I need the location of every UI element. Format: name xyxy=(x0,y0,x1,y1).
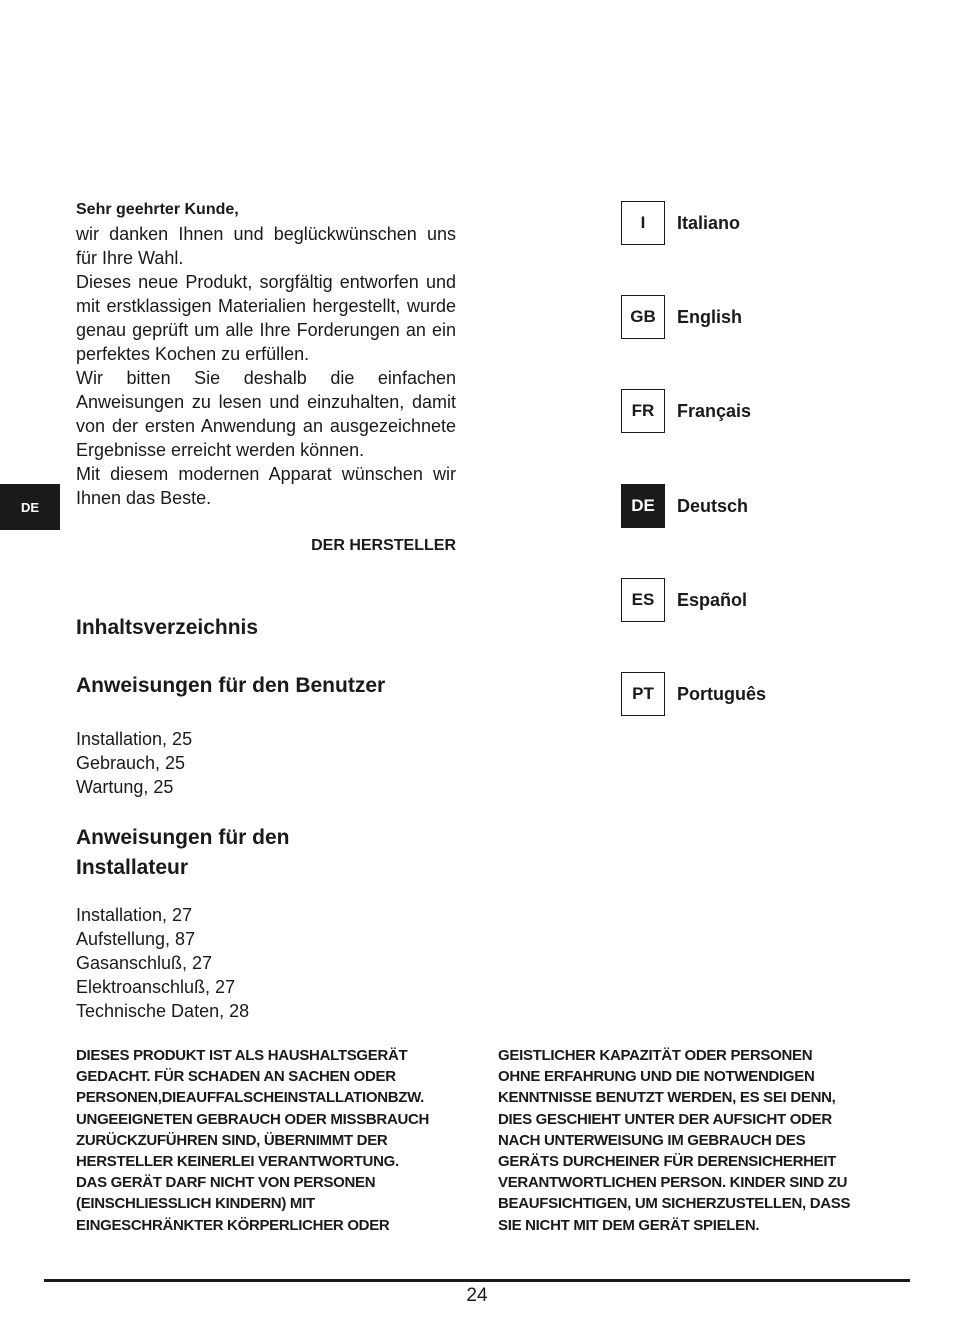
language-name: Português xyxy=(677,683,767,704)
language-name: Français xyxy=(677,400,752,421)
toc-item: Aufstellung, 87 xyxy=(76,929,196,949)
language-entry-italiano[interactable] xyxy=(621,201,740,245)
warning-line: DIESES PRODUKT IST ALS HAUSHALTSGERÄT xyxy=(76,1047,408,1064)
installer-heading-line: Anweisungen für den xyxy=(76,826,290,849)
language-code-box: ES xyxy=(621,578,665,622)
language-name: Italiano xyxy=(677,212,741,233)
intro-paragraph: wir danken Ihnen und beglückwünschen uns für Ihre Wahl. xyxy=(76,224,456,268)
warning-line: VERANTWORTLICHEN PERSON. KINDER SIND ZU xyxy=(498,1174,848,1192)
intro-letter xyxy=(76,198,456,558)
user-instructions-heading: Anweisungen für den Benutzer xyxy=(76,674,386,697)
intro-paragraph: Wir bitten Sie deshalb die einfachen Anweisungen zu lesen und einzuhalten, damit von der ersten Anwendung an ausgezeichnete Ergebnisse erreicht werden können. xyxy=(76,368,456,460)
toc-item: Wartung, 25 xyxy=(76,777,174,797)
language-name: Español xyxy=(677,589,748,610)
warning-line: HERSTELLER KEINERLEI VERANTWORTUNG. xyxy=(76,1153,399,1171)
toc-item: Elektroanschluß, 27 xyxy=(76,977,236,997)
language-code-box: FR xyxy=(621,389,665,433)
warning-line: NACH UNTERWEISUNG IM GEBRAUCH DES xyxy=(498,1131,806,1149)
installer-instructions-heading xyxy=(76,823,456,883)
language-name: English xyxy=(677,306,743,327)
warning-line: KENNTNISSE BENUTZT WERDEN, ES SEI DENN, xyxy=(498,1089,836,1107)
warning-line: GERÄTS DURCHEINER FÜR DERENSICHERHEIT xyxy=(498,1153,837,1171)
toc-title: Inhaltsverzeichnis xyxy=(76,616,259,639)
language-side-tab: DE xyxy=(0,484,60,530)
warning-line: EINGESCHRÄNKTER KÖRPERLICHER ODER xyxy=(76,1216,390,1234)
language-entry-english[interactable] xyxy=(621,295,742,339)
safety-warning-left xyxy=(76,1045,456,1236)
language-entry-francais[interactable] xyxy=(621,389,751,433)
language-name: Deutsch xyxy=(677,495,749,516)
warning-line: DAS GERÄT DARF NICHT VON PERSONEN xyxy=(76,1174,376,1192)
footer-divider xyxy=(44,1279,910,1282)
page-number: 24 xyxy=(466,1285,488,1306)
greeting: Sehr geehrter Kunde, xyxy=(76,201,239,218)
safety-warning-right xyxy=(498,1045,878,1236)
intro-paragraph: Mit diesem modernen Apparat wünschen wir Ihnen das Beste. xyxy=(76,464,456,508)
toc-item: Installation, 25 xyxy=(76,729,193,749)
intro-paragraph: Dieses neue Produkt, sorgfältig entworfen und mit erstklassigen Materialien hergestellt, wurde genau geprüft um alle Ihre Forderungen an ein perfektes Kochen zu erfüllen. xyxy=(76,272,456,364)
language-entry-espanol[interactable] xyxy=(621,578,747,622)
installer-toc-list xyxy=(76,903,249,1023)
warning-line: DIES GESCHIEHT UNTER DER AUFSICHT ODER xyxy=(498,1110,832,1128)
toc-item: Gasanschluß, 27 xyxy=(76,953,213,973)
language-entry-deutsch[interactable] xyxy=(621,484,748,528)
signature: DER HERSTELLER xyxy=(311,537,456,554)
warning-line: GEDACHT. FÜR SCHADEN AN SACHEN ODER xyxy=(76,1068,396,1086)
warning-line: (EINSCHLIESSLICH KINDERN) MIT xyxy=(76,1195,315,1213)
warning-line: UNGEEIGNETEN GEBRAUCH ODER MISSBRAUCH xyxy=(76,1110,430,1128)
language-code-box: I xyxy=(621,201,665,245)
warning-line: GEISTLICHER KAPAZITÄT ODER PERSONEN xyxy=(498,1047,813,1064)
warning-line: ZURÜCKZUFÜHREN SIND, ÜBERNIMMT DER xyxy=(76,1131,388,1149)
user-toc-list xyxy=(76,727,192,799)
warning-line: OHNE ERFAHRUNG UND DIE NOTWENDIGEN xyxy=(498,1068,815,1086)
language-entry-portugues[interactable] xyxy=(621,672,766,716)
installer-heading-line: Installateur xyxy=(76,856,189,879)
language-code-box: PT xyxy=(621,672,665,716)
warning-line: PERSONEN,DIEAUFFALSCHEINSTALLATIONBZW. xyxy=(76,1089,425,1107)
toc-item: Gebrauch, 25 xyxy=(76,753,186,773)
toc-item: Installation, 27 xyxy=(76,905,193,925)
toc-item: Technische Daten, 28 xyxy=(76,1001,250,1021)
language-code-box-active: DE xyxy=(621,484,665,528)
warning-line: BEAUFSICHTIGEN, UM SICHERZUSTELLEN, DASS xyxy=(498,1195,851,1213)
language-code-box: GB xyxy=(621,295,665,339)
warning-line: SIE NICHT MIT DEM GERÄT SPIELEN. xyxy=(498,1216,760,1234)
